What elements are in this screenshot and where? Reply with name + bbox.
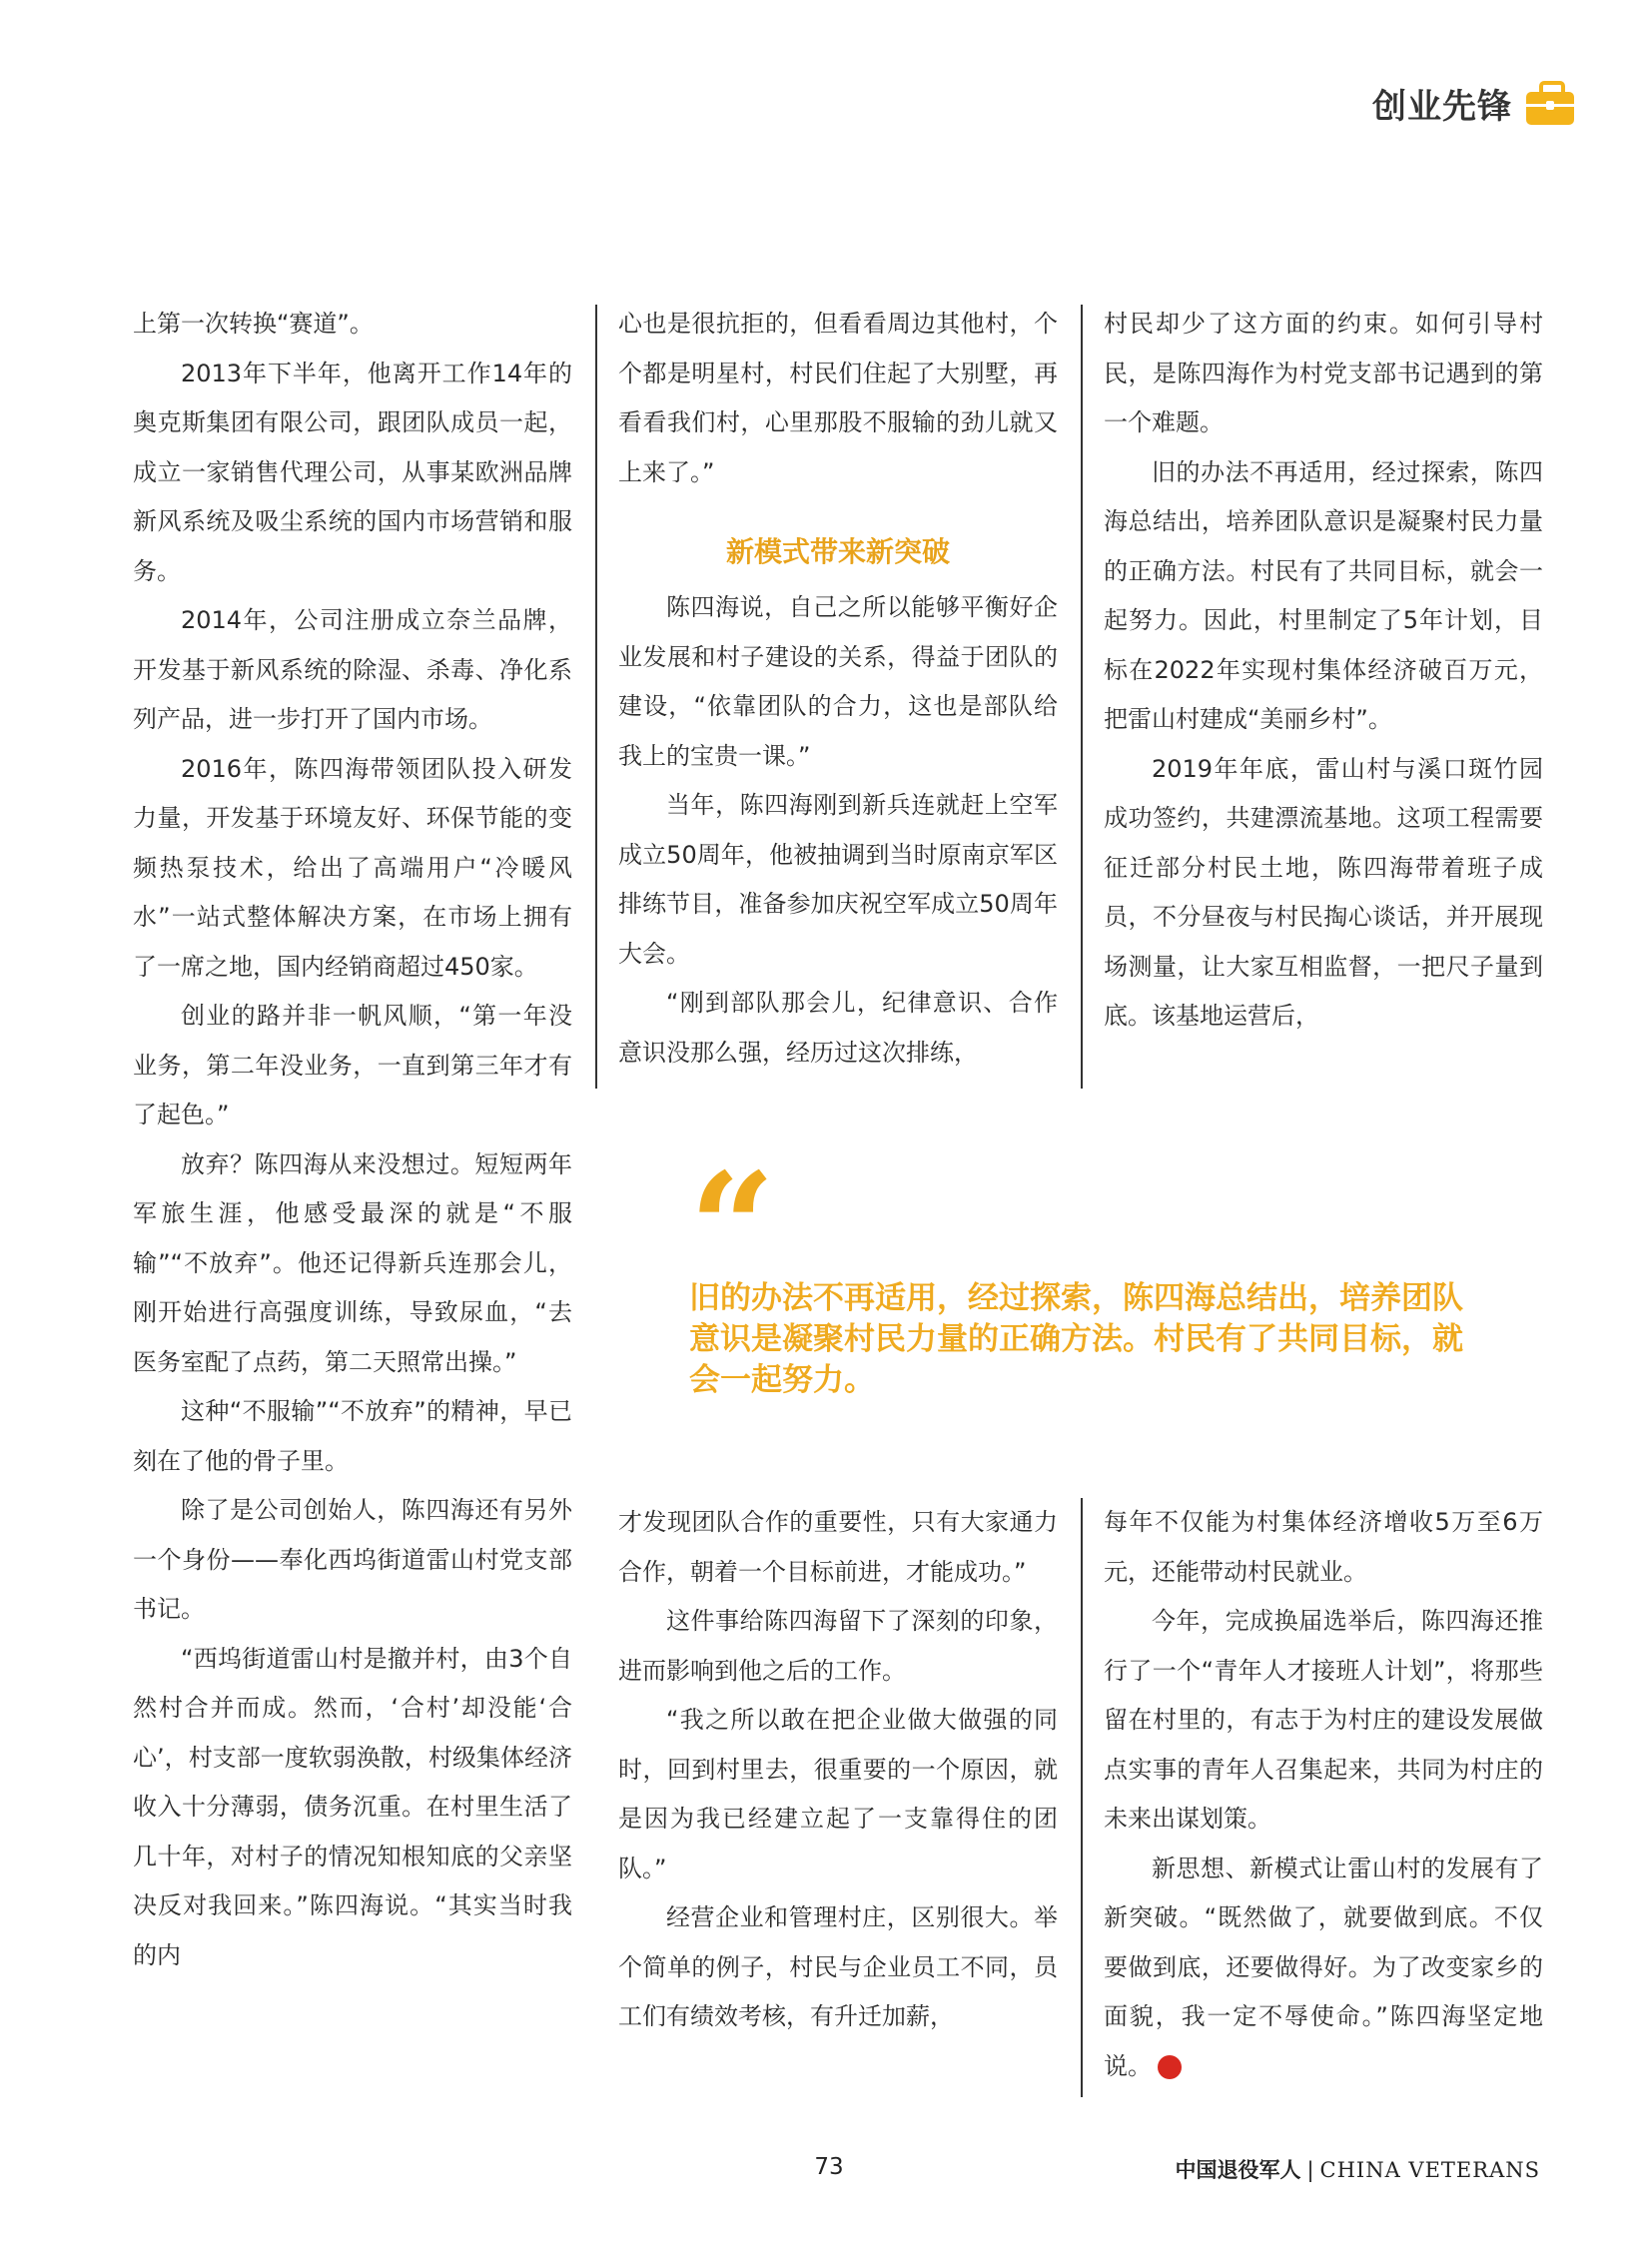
bottom-column-2 — [618, 1498, 1058, 2042]
paragraph: 创业的路并非一帆风顺，“第一年没业务，第二年没业务，一直到第三年才有了起色。” — [133, 1002, 572, 1128]
paragraph: 陈四海说，自己之所以能够平衡好企业发展和村子建设的关系，得益于团队的建设，“依靠团队的合力，这也是部队给我上的宝贵一课。” — [618, 593, 1058, 770]
footer-separator: | — [1306, 2158, 1314, 2182]
top-column-1 — [133, 300, 572, 1980]
paragraph: 上第一次转换“赛道”。 — [133, 310, 374, 338]
paragraph: 旧的办法不再适用，经过探索，陈四海总结出，培养团队意识是凝聚村民力量的正确方法。村民有了共同目标，就会一起努力。因此，村里制定了5年计划，目标在2022年实现村集体经济破百万元，把雷山村建成“美丽乡村”。 — [1104, 457, 1543, 733]
section-subhead: 新模式带来新突破 — [725, 535, 950, 568]
column-divider — [595, 305, 597, 1089]
column-divider — [1081, 305, 1083, 1089]
pull-quote-text: 旧的办法不再适用，经过探索，陈四海总结出，培养团队意识是凝聚村民力量的正确方法。村民有了共同目标，就会一起努力。 — [689, 1280, 1463, 1398]
top-column-3 — [1104, 300, 1543, 1042]
magazine-footer — [1175, 2154, 1540, 2184]
paragraph: 村民却少了这方面的约束。如何引导村民，是陈四海作为村党支部书记遇到的第一个难题。 — [1104, 310, 1543, 436]
section-title: 创业先锋 — [1372, 86, 1512, 127]
paragraph-text: 新思想、新模式让雷山村的发展有了新突破。“既然做了，就要做到底。不仅要做到底，还要做得好。为了改变家乡的面貌，我一定不辱使命。”陈四海坚定地说。 — [1104, 1854, 1543, 2080]
paragraph: 2019年年底，雷山村与溪口斑竹园成功签约，共建漂流基地。这项工程需要征迁部分村民土地，陈四海带着班子成员，不分昼夜与村民掏心谈话，并开展现场测量，让大家互相监督，一把尺子量到底。该基地运营后， — [1104, 754, 1543, 1030]
quote-mark-icon: “ — [689, 1140, 764, 1316]
paragraph: 这件事给陈四海留下了深刻的印象，进而影响到他之后的工作。 — [618, 1607, 1058, 1685]
section-tag — [1372, 78, 1574, 128]
paragraph: “我之所以敢在把企业做大做强的同时，回到村里去，很重要的一个原因，就是因为我已经建立起了一支靠得住的团队。” — [618, 1706, 1058, 1882]
paragraph: 当年，陈四海刚到新兵连就赶上空军成立50周年，他被抽调到当时原南京军区排练节目，准备参加庆祝空军成立50周年大会。 — [618, 791, 1058, 968]
top-column-2 — [618, 300, 1058, 1078]
paragraph: “西坞街道雷山村是撤并村，由3个自然村合并而成。然而，‘合村’却没能‘合心’，村支部一度软弱涣散，村级集体经济收入十分薄弱，债务沉重。在村里生活了几十年，对村子的情况知根知底的父亲坚决反对我回来。”陈四海说。“其实当时我的内 — [133, 1644, 572, 1969]
bottom-column-3 — [1104, 1498, 1543, 2091]
magazine-name-cn: 中国退役军人 — [1175, 2158, 1301, 2182]
paragraph: 每年不仅能为村集体经济增收5万至6万元，还能带动村民就业。 — [1104, 1508, 1543, 1586]
paragraph: 才发现团队合作的重要性，只有大家通力合作，朝着一个目标前进，才能成功。” — [618, 1508, 1058, 1586]
column-divider — [1081, 1498, 1083, 2097]
paragraph: “刚到部队那会儿，纪律意识、合作意识没那么强，经历过这次排练， — [618, 989, 1058, 1067]
magazine-name-en: CHINA VETERANS — [1319, 2158, 1540, 2182]
paragraph: 2013年下半年，他离开工作14年的奥克斯集团有限公司，跟团队成员一起，成立一家销售代理公司，从事某欧洲品牌新风系统及吸尘系统的国内市场营销和服务。 — [133, 359, 572, 585]
paragraph: 心也是很抗拒的，但看看周边其他村，个个都是明星村，村民们住起了大别墅，再看看我们村，心里那股不服输的劲儿就又上来了。” — [618, 310, 1058, 486]
end-mark-icon: V — [1158, 2055, 1182, 2079]
paragraph: 今年，完成换届选举后，陈四海还推行了一个“青年人才接班人计划”，将那些留在村里的，有志于为村庄的建设发展做点实事的青年人召集起来，共同为村庄的未来出谋划策。 — [1104, 1607, 1543, 1833]
paragraph: 2016年，陈四海带领团队投入研发力量，开发基于环境友好、环保节能的变频热泵技术，给出了高端用户“冷暖风水”一站式整体解决方案，在市场上拥有了一席之地，国内经销商超过450家。 — [133, 754, 572, 981]
paragraph: 放弃？陈四海从来没想过。短短两年军旅生涯，他感受最深的就是“不服输”“不放弃”。他还记得新兵连那会儿，刚开始进行高强度训练，导致尿血，“去医务室配了点药，第二天照常出操。” — [133, 1149, 572, 1376]
paragraph: 经营企业和管理村庄，区别很大。举个简单的例子，村民与企业员工不同，员工们有绩效考核，有升迁加薪， — [618, 1903, 1058, 2030]
paragraph: 2014年，公司注册成立奈兰品牌，开发基于新风系统的除湿、杀毒、净化系列产品，进一步打开了国内市场。 — [133, 606, 572, 733]
paragraph: 除了是公司创始人，陈四海还有另外一个身份——奉化西坞街道雷山村党支部书记。 — [133, 1496, 572, 1623]
pull-quote — [689, 1140, 1488, 1401]
page-number: 73 — [814, 2154, 844, 2180]
paragraph — [1104, 1845, 1543, 2092]
paragraph: 这种“不服输”“不放弃”的精神，早已刻在了他的骨子里。 — [133, 1397, 572, 1475]
briefcase-icon — [1526, 81, 1574, 125]
